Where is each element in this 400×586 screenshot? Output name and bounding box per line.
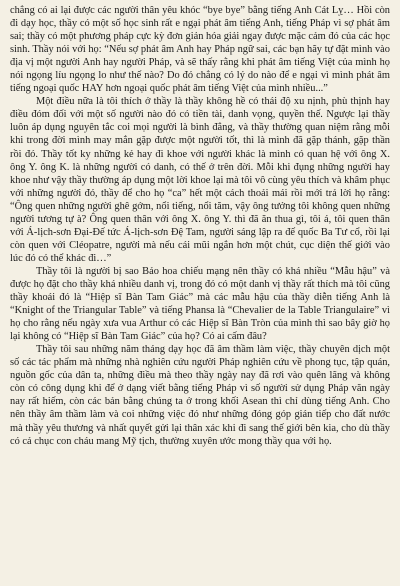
paragraph-3: Thầy tôi là người bị sao Bảo hoa chiếu mạng nên thầy có khá nhiều “Mẫu hậu” và được họ đặt cho thầy khá nhiều danh vị, trong đó có một danh vị thầy rất thích mà tôi cũng thầy khoái đó là “Hiệp sĩ Bàn Tam Giác” mà các mẫu hậu của thầy diễn tiếng Anh là “Knight of the Triangular Table” và tiếng Phansa là “Chevalier de la Table Triangulaire” vì họ cho rằng nếu ngày xưa vua Arthur có các Hiệp sĩ Bàn Tròn của mình thì sao bây giờ họ lại không có “Hiệp sĩ Bàn Tam Giác” của họ? Có ai cấm đâu? bbox=[10, 265, 390, 343]
paragraph-2: Một điều nữa là tôi thích ở thầy là thầy không hề có thái độ xu nịnh, phù thịnh hay điều đóm đối với một số người nào đó có tiền tài, danh vọng, quyền thế. Ngược lại thầy luôn áp dụng nguyên tắc coi mọi người là bình đẳng, và thầy thường quan niệm rằng mỗi khi trong đời mình may mắn gặp được một người tốt, thì là mình đã gặp thánh, gặp thần rồi đó. Thầy tốt ky những kẻ hay đi khoe với người khác là mình có quan hệ với ông X. ông Y. ông K. là những người có danh, có thế ở trên đời. Mỗi khi đụng những người hay khoe như vậy thầy thường áp dụng một lời khoe lại mà tôi vô cùng yêu thích và khâm phục với những người đó, thầy để cho họ “ca” hết một cách thoải mái rồi mới trả lời họ rằng: “Ông quen những người ghê gớm, nổi tiếng, nổi tăm, vậy ông tưởng tôi không quen những người tương tự à? Ông quen thân với ông X. ông Y. thì đã ăn thua gì, tôi á, tôi quen thân với Á-lịch-sơn Đại-Đế tức Á-lịch-sơn Đệ Tam, người sáng lập ra đế quốc Ba Tư cổ, rồi lại còn quen với Cléopatre, người mà nếu cái mũi ngắn hơn một chút, cục diện thế giới vào lúc đó có thể khác đi…” bbox=[10, 96, 390, 264]
paragraph-4: Thầy tôi sau những năm tháng dạy học đã âm thầm làm việc, thầy chuyên dịch một số các tác phẩm mà những nhà nghiên cứu người Pháp nghiên cứu về phong tục, tập quán, nguồn gốc của dân ta, những điều mà theo thầy ngày nay đã rơi vào quên lãng và không còn có công dụng khi để ở dạng viết bằng tiếng Pháp vì số người sử dụng Pháp văn ngày nay rất hiếm, còn các bản bằng chúng ta ở trong khối Asean thì chỉ dùng tiếng Anh. Cho nên thầy âm thầm làm và coi những việc đó như những đóng góp gián tiếp cho đất nước mà thầy yêu thương và nhất quyết gửi lại thân xác khi đi sang thế giới bên kia, cho dù thầy có cả chục con cháu mang Mỹ tịch, thường xuyên ước mong thầy qua với họ. bbox=[10, 344, 390, 447]
paragraph-1: chẳng có ai lại được các người thân yêu khóc “bye bye” bằng tiếng Anh Cát Lỵ… Hồi còn đi dạy học, thầy có một số học sinh rất e ngại phát âm tiếng Anh, tiếng Pháp vì sợ phát âm sai; thầy có một phương pháp cực kỳ đơn giản hóa giải ngay được mặc cảm đó của các học sinh. Thầy nói với họ: “Nếu sợ phát âm Anh hay Pháp ngữ sai, các bạn hãy tự đặt mình vào địa vị một người Anh hay người Pháp, và sẽ thấy rằng khi phát âm tiếng Việt của mình họ nói ngọng líu ngọng lo như thế nào? Do đó chẳng có lý do nào để e ngại vì mình phát âm tiếng ngoại quốc HAY hơn ngoại quốc phát âm tiếng Việt của mình nhiều...” bbox=[10, 5, 390, 95]
